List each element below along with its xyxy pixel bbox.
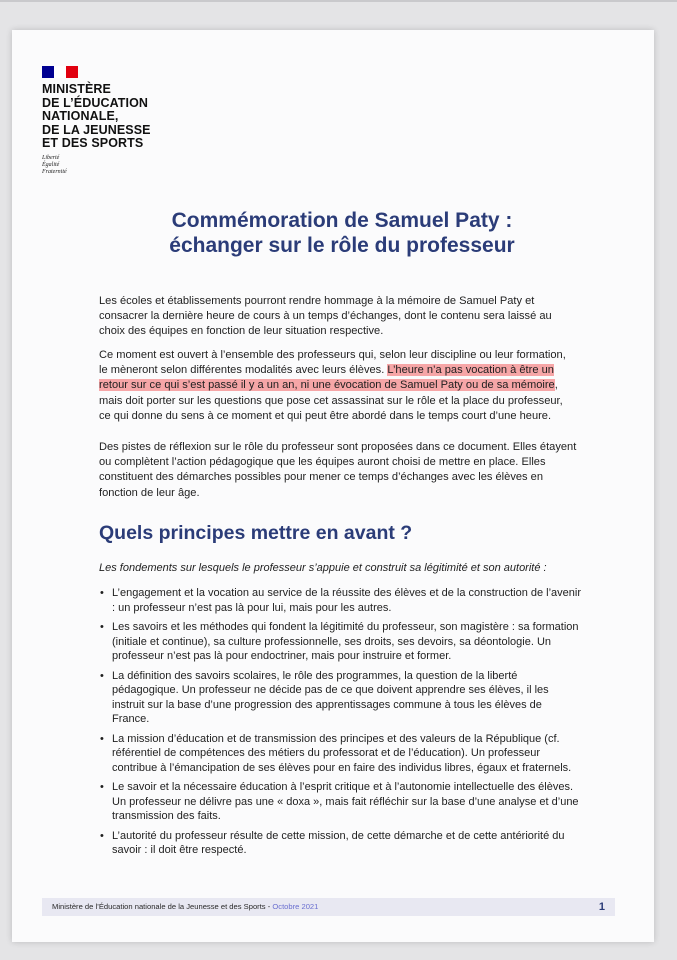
list-item [99,620,581,664]
ministry-logo [42,66,151,176]
page-footer [42,898,615,916]
paragraph-moment-end: , mais doit porter sur les questions que pose cet assassinat sur le rôle et la place du professeur, ce qui donne du sens à ce moment et qui peut être abordé dans le temps court d’une heure. [99,379,563,422]
bullet-icon: • [100,829,104,842]
bullet-icon: • [100,587,104,599]
page-number: 1 [598,901,605,913]
document-page [12,30,654,942]
list-item [99,586,581,615]
highlighted-sentence: L’heure n’a pas vocation à être un retour sur ce qui s’est passé il y a un an, ni une évocation de Samuel Paty ou de sa mémoire [99,364,555,392]
bullet-icon: • [100,732,104,745]
title-line-1: Commémoration de Samuel Paty : [171,209,513,232]
list-item-text: L’autorité du professeur résulte de cette mission, de cette démarche et de cette antériorité du savoir : il doit être respecté. [112,829,565,856]
list-item-text: La mission d’éducation et de transmission des principes et des valeurs de la République (cf. référentiel de compétences des métiers du professorat et de l’éducation). Un professeur contribue à l’émancipation de ses élèves pour en faire des individus libres, égaux et fraternels. [112,732,572,774]
footer-date: Octobre 2021 [272,902,319,911]
section-heading: Quels principes mettre en avant ? [99,522,413,544]
list-item [99,829,581,858]
marianne-flag-icon [42,66,78,78]
footer-text: Ministère de l’Éducation nationale de la Jeunesse et des Sports - [52,902,273,911]
paragraph-moment [99,348,577,424]
window-top-edge [0,0,677,2]
paragraph-moment-start: Ce moment est ouvert à l’ensemble des professeurs qui, selon leur discipline ou leur formation, le mèneront selon différentes modalités avec leurs élèves. [99,349,566,377]
bullet-icon: • [100,621,104,633]
title-line-2: échanger sur le rôle du professeur [169,234,515,257]
list-item-text: Les savoirs et les méthodes qui fondent la légitimité du professeur, son magistère : sa formation (initiale et continue), sa culture professionnelle, ses droits, ses devoirs, sa déontologie. Un professeur n’est pas là pour endoctriner, mais pour instruire et former. [112,621,579,662]
list-item-text: Le savoir et la nécessaire éducation à l’esprit critique et à l’autonomie intellectuelle des élèves. Un professeur ne délivre pas une « doxa », mais fait réfléchir sur la base d’une analyse et d’une transmission des faits. [112,781,579,822]
list-item [99,780,581,824]
bullet-icon: • [100,781,104,793]
document-title [62,208,622,258]
bullet-icon: • [100,669,104,682]
list-item [99,732,581,776]
paragraph-intro: Les écoles et établissements pourront rendre hommage à la mémoire de Samuel Paty et consacrer la dernière heure de cours à un temps d’échanges, dont le contenu sera laissé au choix des équipes en fonction de leur situation respective. [99,295,552,338]
list-item-text: La définition des savoirs scolaires, le rôle des programmes, la question de la liberté pédagogique. Un professeur ne décide pas de ce que doivent apprendre ses élèves, il les instruit sur la base d’une progression des apprentissages commune à tous les élèves de France. [112,669,549,725]
list-item-text: L’engagement et la vocation au service de la réussite des élèves et de la construction de l’avenir : un professeur n’est pas là pour lui, mais pour les autres. [112,587,582,614]
ministry-name: MINISTÈRE DE L’ÉDUCATION NATIONALE, DE LA JEUNESSE ET DES SPORTS [42,82,151,150]
section-intro: Les fondements sur lesquels le professeur s’appuie et construit sa légitimité et son autorité : [99,562,547,574]
list-item [99,669,581,727]
republic-motto: Liberté Égalité Fraternité [42,154,67,175]
principles-list [99,586,581,863]
paragraph-pistes: Des pistes de réflexion sur le rôle du professeur sont proposées dans ce document. Elles étayent ou complètent l’action pédagogique que les équipes auront choisi de mettre en place. Elles constituent des démarches possibles pour mener ce temps d’échanges avec les élèves en fonction de leur âge. [99,441,577,499]
